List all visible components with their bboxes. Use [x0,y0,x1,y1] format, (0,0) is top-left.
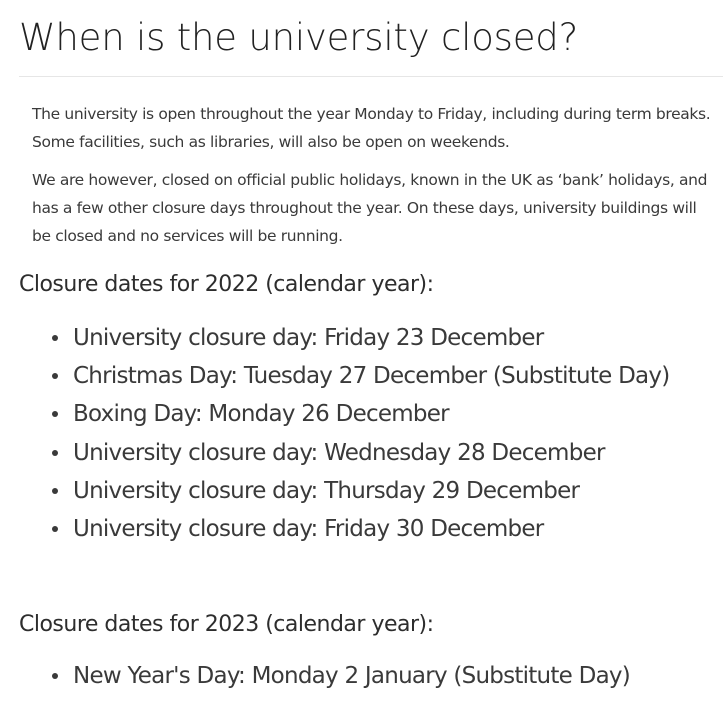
closure-item-text: Boxing Day: Monday 26 December [73,401,449,428]
closure-item-text: Christmas Day: Tuesday 27 December (Substitute Day) [73,363,670,390]
closure-list-2022 [48,319,669,548]
closure-item [48,472,669,510]
closure-item-text: New Year's Day: Monday 2 January (Substitute Day) [73,663,631,689]
bullet-icon [52,373,58,379]
closure-item [48,319,669,357]
closure-item-text: University closure day: Wednesday 28 December [73,439,605,466]
bullet-icon [52,335,58,341]
closure-item [48,657,630,695]
closure-item [48,395,669,433]
closure-item-text: University closure day: Thursday 29 December [73,477,580,504]
closure-item [48,357,669,395]
closure-list-2023 [48,657,630,695]
intro-paragraph-public-holidays: We are however, closed on official public holidays, known in the UK as ‘bank’ holidays, and has a few other closure days throughout the year. On these days, university buildings will be closed and no services will be running. [32,171,708,245]
page-title: When is the university closed? [19,16,579,59]
bullet-icon [52,526,58,532]
section-heading-2022: Closure dates for 2022 (calendar year): [19,272,434,297]
closure-item [48,434,669,472]
closure-item-text: University closure day: Friday 30 December [73,516,544,543]
bullet-icon [52,488,58,494]
bullet-icon [52,450,58,456]
bullet-icon [52,673,58,679]
intro-paragraph-opening-hours: The university is open throughout the year Monday to Friday, including during term breaks. Some facilities, such as libraries, will also be open on weekends. [32,105,711,151]
closure-item [48,510,669,548]
bullet-icon [52,411,58,417]
section-heading-2023: Closure dates for 2023 (calendar year): [19,612,434,637]
closure-item-text: University closure day: Friday 23 December [73,325,544,351]
title-divider [19,76,723,77]
